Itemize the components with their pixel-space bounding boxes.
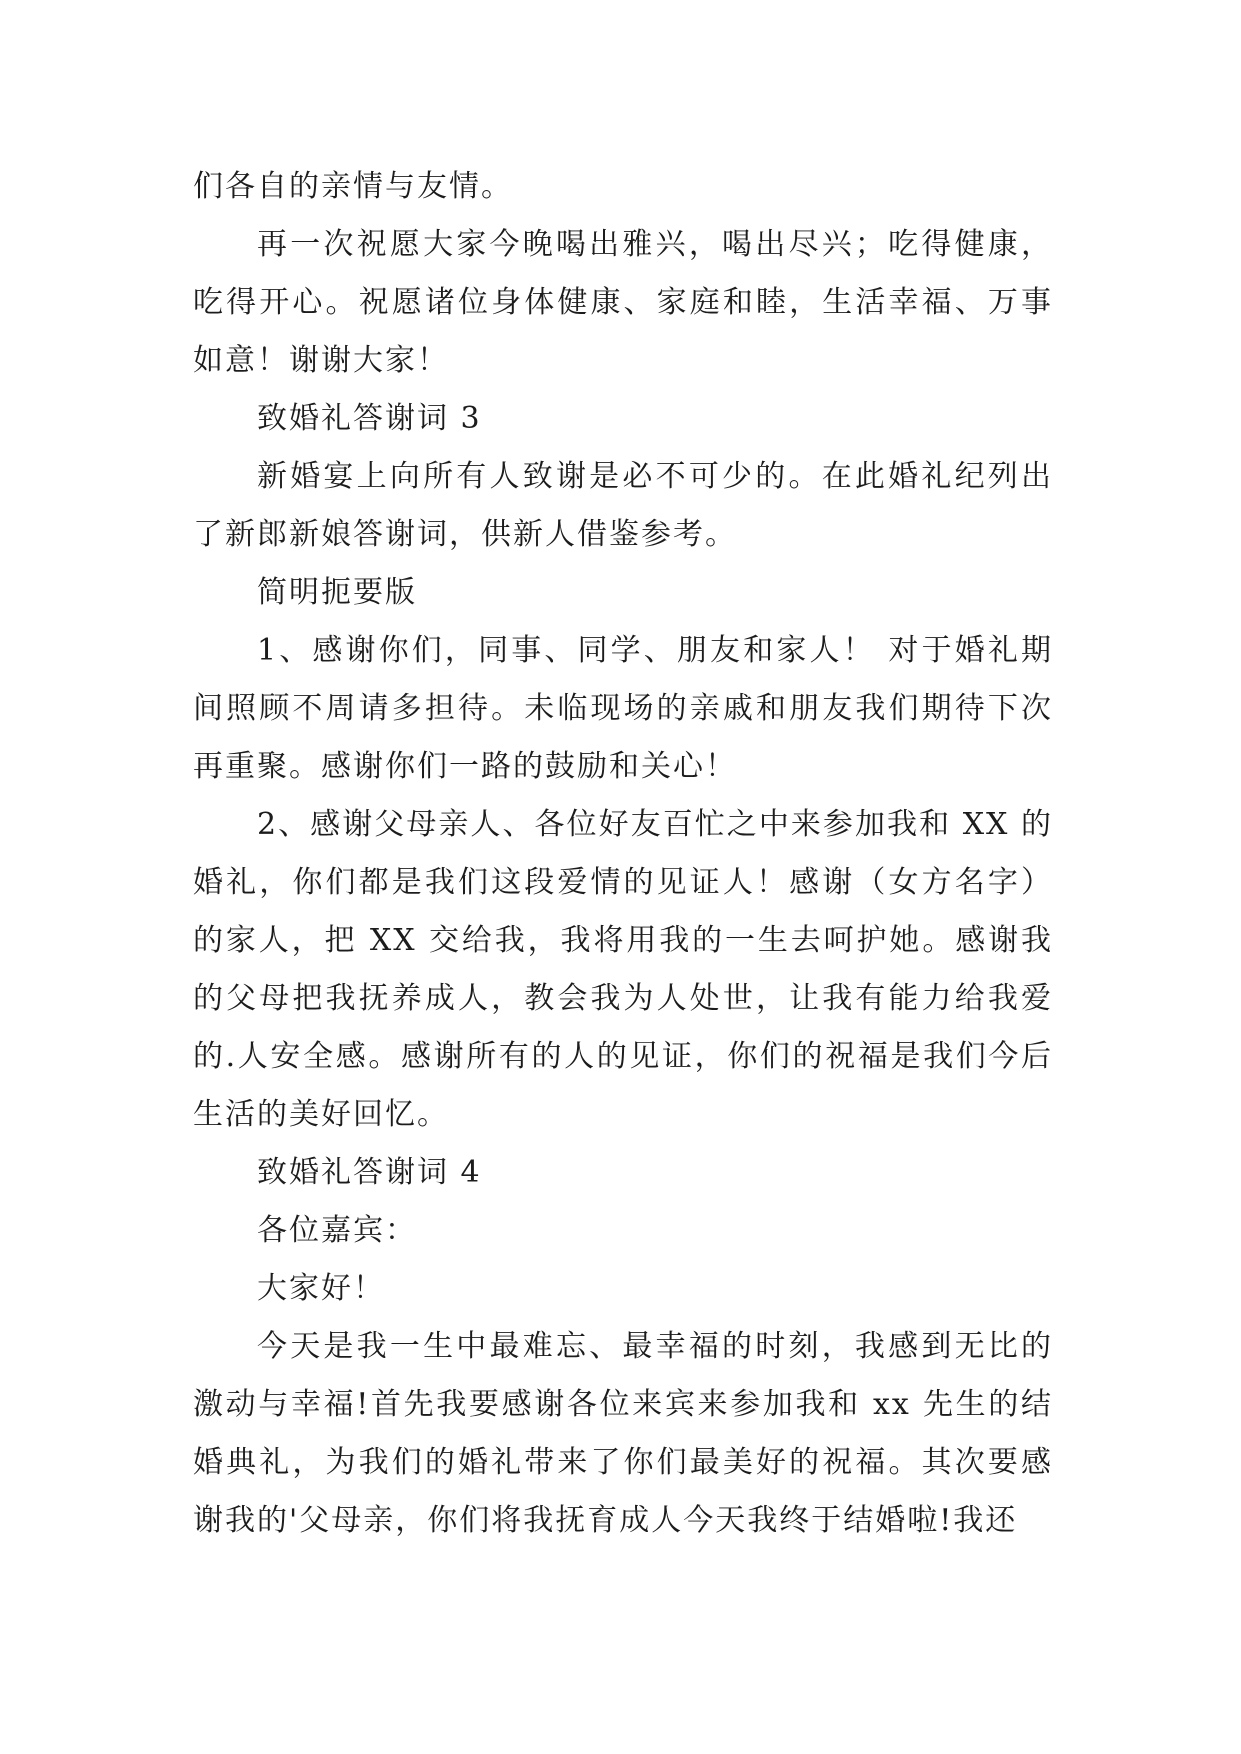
- paragraph-greeting: 大家好！: [257, 1271, 385, 1306]
- paragraph-intro: 新婚宴上向所有人致谢是必不可少的。在此婚礼纪列出了新郎新娘答谢词，供新人借鉴参考。: [193, 459, 1053, 552]
- paragraph-closing-wishes: 再一次祝愿大家今晚喝出雅兴，喝出尽兴；吃得健康，吃得开心。祝愿诸位身体健康、家庭和睦，生活幸福、万事如意！谢谢大家！: [193, 227, 1053, 378]
- section-heading-4: 致婚礼答谢词 4: [257, 1155, 482, 1190]
- paragraph-continuation: 们各自的亲情与友情。: [193, 169, 513, 204]
- document-body: [193, 158, 1053, 1550]
- paragraph-item-2: 2、感谢父母亲人、各位好友百忙之中来参加我和 XX 的婚礼，你们都是我们这段爱情的见证人！感谢（女方名字）的家人，把 XX 交给我，我将用我的一生去呵护她。感谢我的父母把我抚养成人，教会我为人处世，让我有能力给我爱的.人安全感。感谢所有的人的见证，你们的祝福是我们今后生活的美好回忆。: [193, 807, 1053, 1132]
- paragraph-speech-body: 今天是我一生中最难忘、最幸福的时刻，我感到无比的激动与幸福!首先我要感谢各位来宾来参加我和 xx 先生的结婚典礼，为我们的婚礼带来了你们最美好的祝福。其次要感谢我的'父母亲，你们将我抚育成人今天我终于结婚啦!我还: [193, 1329, 1053, 1538]
- subheading-concise-version: 简明扼要版: [257, 575, 417, 610]
- paragraph-salutation: 各位嘉宾：: [257, 1213, 417, 1248]
- paragraph-item-1: 1、感谢你们，同事、同学、朋友和家人！ 对于婚礼期间照顾不周请多担待。未临现场的亲戚和朋友我们期待下次再重聚。感谢你们一路的鼓励和关心！: [193, 633, 1053, 784]
- section-heading-3: 致婚礼答谢词 3: [257, 401, 482, 436]
